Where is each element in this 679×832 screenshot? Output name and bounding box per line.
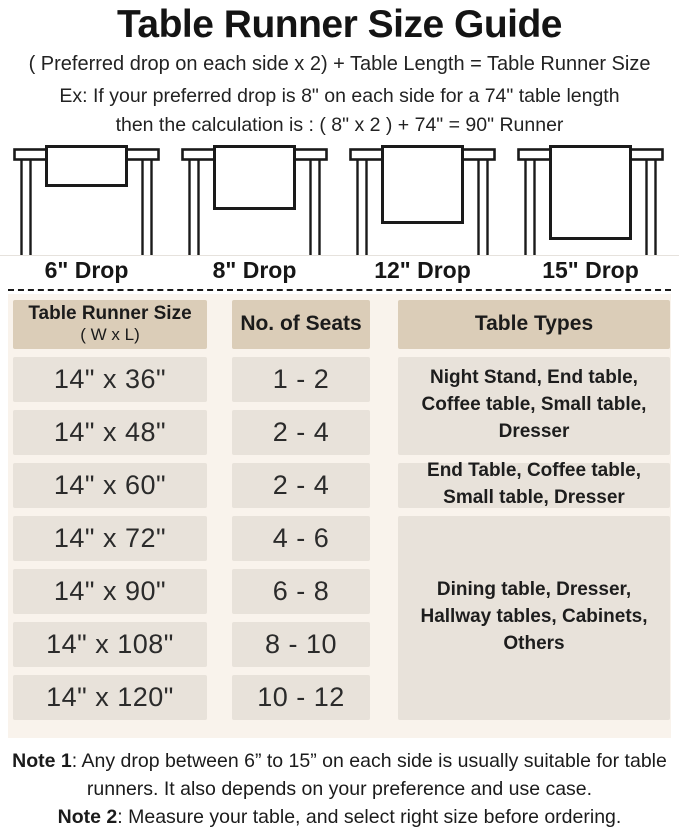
- example-line-2: then the calculation is : ( 8" x 2 ) + 74" = 90" Runner: [115, 113, 564, 136]
- header-runner-size: [13, 300, 207, 349]
- types-cell-small-tables: Night Stand, End table, Coffee table, Small table, Dresser: [398, 357, 670, 455]
- note-2-text: : Measure your table, and select right size before ordering.: [117, 806, 622, 829]
- table-runner-8-drop-icon: [181, 145, 328, 255]
- drop-illustrations: [0, 145, 679, 256]
- seats-cell-6-8: 6 - 8: [232, 569, 370, 614]
- size-cell-14x72: 14" x 72": [13, 516, 207, 561]
- dashed-divider: [8, 289, 671, 291]
- note-1-text: : Any drop between 6” to 15” on each side is usually suitable for table runners. It also depends on your preference and use case.: [71, 749, 667, 800]
- size-cell-14x36: 14" x 36": [13, 357, 207, 402]
- seats-cell-10-12: 10 - 12: [232, 675, 370, 720]
- seats-cell-4-6: 4 - 6: [232, 516, 370, 561]
- formula-text: ( Preferred drop on each side x 2) + Table Length = Table Runner Size: [28, 52, 651, 75]
- note-1-label: Note 1: [12, 749, 72, 772]
- drop-label-8: 8" Drop: [212, 256, 297, 283]
- seats-cell-1-2: 1 - 2: [232, 357, 370, 402]
- note-1: [2, 748, 677, 803]
- size-cell-14x120: 14" x 120": [13, 675, 207, 720]
- example-line-1: Ex: If your preferred drop is 8" on each side for a 74" table length: [59, 84, 620, 107]
- note-2-label: Note 2: [57, 806, 118, 829]
- drop-labels: [0, 256, 679, 288]
- header-runner-size-sub: ( W x L): [80, 325, 140, 345]
- size-cell-14x108: 14" x 108": [13, 622, 207, 667]
- header-table-types-label: Table Types: [474, 312, 594, 336]
- header-runner-size-title: Table Runner Size: [28, 303, 192, 325]
- types-cell-dining-tables: Dining table, Dresser, Hallway tables, Cabinets, Others: [398, 516, 670, 720]
- seats-cell-2-4b: 2 - 4: [232, 463, 370, 508]
- header-no-of-seats: [232, 300, 370, 349]
- table-runner-6-drop-icon: [13, 145, 160, 255]
- table-runner-15-drop-icon: [517, 145, 664, 255]
- header-no-of-seats-label: No. of Seats: [240, 312, 362, 336]
- seats-cell-8-10: 8 - 10: [232, 622, 370, 667]
- page-title-text: Table Runner Size Guide: [116, 3, 563, 46]
- size-cell-14x48: 14" x 48": [13, 410, 207, 455]
- seats-cell-2-4a: 2 - 4: [232, 410, 370, 455]
- header-table-types: [398, 300, 670, 349]
- drop-label-6: 6" Drop: [44, 256, 129, 283]
- page-title: [0, 0, 679, 48]
- notes-section: [0, 748, 679, 832]
- size-cell-14x60: 14" x 60": [13, 463, 207, 508]
- drop-label-12: 12" Drop: [374, 256, 471, 283]
- drop-label-15: 15" Drop: [542, 256, 639, 283]
- table-runner-12-drop-icon: [349, 145, 496, 255]
- size-guide-table: [8, 294, 671, 738]
- note-2: [2, 804, 677, 832]
- types-cell-end-tables: End Table, Coffee table, Small table, Dresser: [398, 463, 670, 508]
- size-cell-14x90: 14" x 90": [13, 569, 207, 614]
